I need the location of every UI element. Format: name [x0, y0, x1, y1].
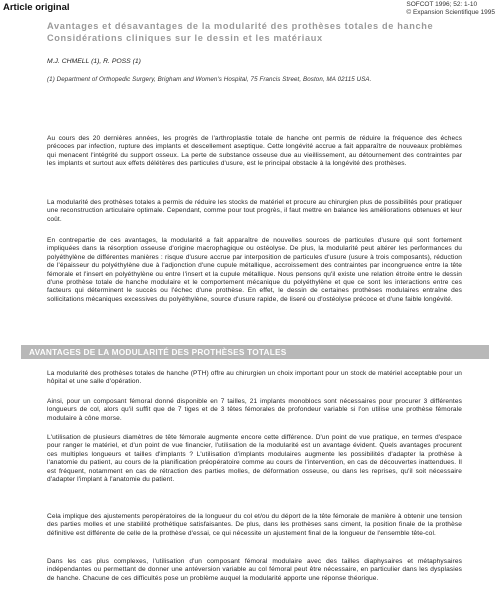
journal-reference	[406, 1, 495, 17]
journal-citation: SOFCOT 1996; 52: 1-10	[406, 1, 478, 8]
intro-paragraph-1: Au cours des 20 dernières années, les progrès de l'arthroplastie totale de hanche ont permis de réduire la fréquence des échecs précoces par infection, rupture des implants et descellement aseptique. Cette longévité accrue a fait apparaître de nouveaux problèmes qui menacent l'intégrité du support osseux. La perte de substance osseuse due au vieillissement, au détournement des contraintes par les implants et surtout aux effets délétères des particules d'usure, est le principal obstacle à la longévité des prothèses.	[47, 135, 462, 168]
article-title: Avantages et désavantages de la modularité des prothèses totales de hanche Considérations cliniques sur le dessin et les matériaux	[47, 21, 434, 43]
author-affiliation: (1) Department of Orthopedic Surgery, Brigham and Women's Hospital, 75 Francis Street, Boston, MA 02115 USA.	[47, 76, 372, 83]
article-type-label: Article original	[3, 2, 70, 13]
section1-paragraph-3: L'utilisation de plusieurs diamètres de tête fémorale augmente encore cette différence. D'un point de vue pratique, en termes d'espace pour ranger le matériel, et d'un point de vue financier, l'utilisation de la modularité est un avantage évident. Quels avantages procurent ces multiples longueurs et tailles d'implants ? L'utilisation d'implants modulaires augmente les possibilités d'adapter la prothèse à l'anatomie du patient, au cours de la planification préopératoire comme au cours de l'intervention, en cas de découvertes inattendues. Il est fréquent, notamment en cas de rétraction des parties molles, de déformation osseuse, ou dans les reprises, qu'il soit nécessaire d'adapter l'implant à l'anatomie du patient.	[47, 434, 462, 484]
intro-paragraph-2: La modularité des prothèses totales a permis de réduire les stocks de matériel et procure au chirurgien plus de possibilités pour pratiquer une reconstruction articulaire optimale. Cependant, comme pour tout progrès, il faut mettre en balance les améliorations obtenues et leur coût.	[47, 199, 462, 223]
copyright-notice: © Expansion Scientifique 1995	[406, 9, 495, 16]
section-heading-bar: AVANTAGES DE LA MODULARITÉ DES PROTHÈSES TOTALES	[21, 345, 489, 359]
article-header	[47, 21, 462, 83]
article-authors: M.J. CHMELL (1), R. POSS (1)	[47, 58, 141, 65]
section1-paragraph-1: La modularité des prothèses totales de hanche (PTH) offre au chirurgien un choix important pour un stock de matériel acceptable pour un hôpital et une salle d'opération.	[47, 370, 462, 386]
intro-paragraph-3: En contrepartie de ces avantages, la modularité a fait apparaître de nouvelles sources de particules d'usure qui sont fortement impliquées dans la résorption osseuse d'origine macrophagique ou ostéolyse. De plus, la modularité peut altérer les performances du polyéthylène de différentes manières : risque d'usure accrue par interposition de particules d'usure (usure à trois composants), réduction de l'épaisseur du polyéthylène due à l'adjonction d'une cupule métallique, accroissement des contraintes par incongruence entre la tête fémorale et l'insert en polyéthylène ou entre l'insert et la cupule métallique. Nous pensons qu'il existe une relation étroite entre le dessin d'une prothèse totale de hanche modulaire et le comportement mécanique du polyéthylène et que ce sont les interactions entre ces facteurs qui déterminent le succès ou l'échec d'une prothèse. En effet, le dessin de certaines prothèses modulaires entraîne des sollicitations mécaniques excessives du polyéthylène, source d'usure rapide, de liseré ou d'ostéolyse précoce et d'une faible longévité.	[47, 237, 462, 303]
section1-paragraph-2: Ainsi, pour un composant fémoral donné disponible en 7 tailles, 21 implants monoblocs sont nécessaires pour procurer 3 différentes longueurs de col, alors qu'il suffit que de 7 tiges et de 3 têtes fémorales de profondeur variable si l'on utilise une prothèse fémorale modulaire à cône morse.	[47, 398, 462, 422]
section1-paragraph-5: Dans les cas plus complexes, l'utilisation d'un composant fémoral modulaire avec des tailles diaphysaires et métaphysaires indépendantes ou permettant de donner une antéversion variable au col fémoral peut être nécessaire, en particulier dans les dysplasies de hanche. Chacune de ces difficultés pose un problème auquel la modularité apporte une réponse théorique.	[47, 558, 462, 582]
section1-paragraph-4: Cela implique des ajustements peropératoires de la longueur du col et/ou du déport de la tête fémorale de manière à obtenir une tension des parties molles et une stabilité prothétique satisfaisantes. De plus, dans les prothèses sans ciment, la position finale de la prothèse définitive est différente de celle de la prothèse d'essai, ce qui nécessite un ajustement final de la longueur de l'ensemble tête-col.	[47, 513, 462, 537]
